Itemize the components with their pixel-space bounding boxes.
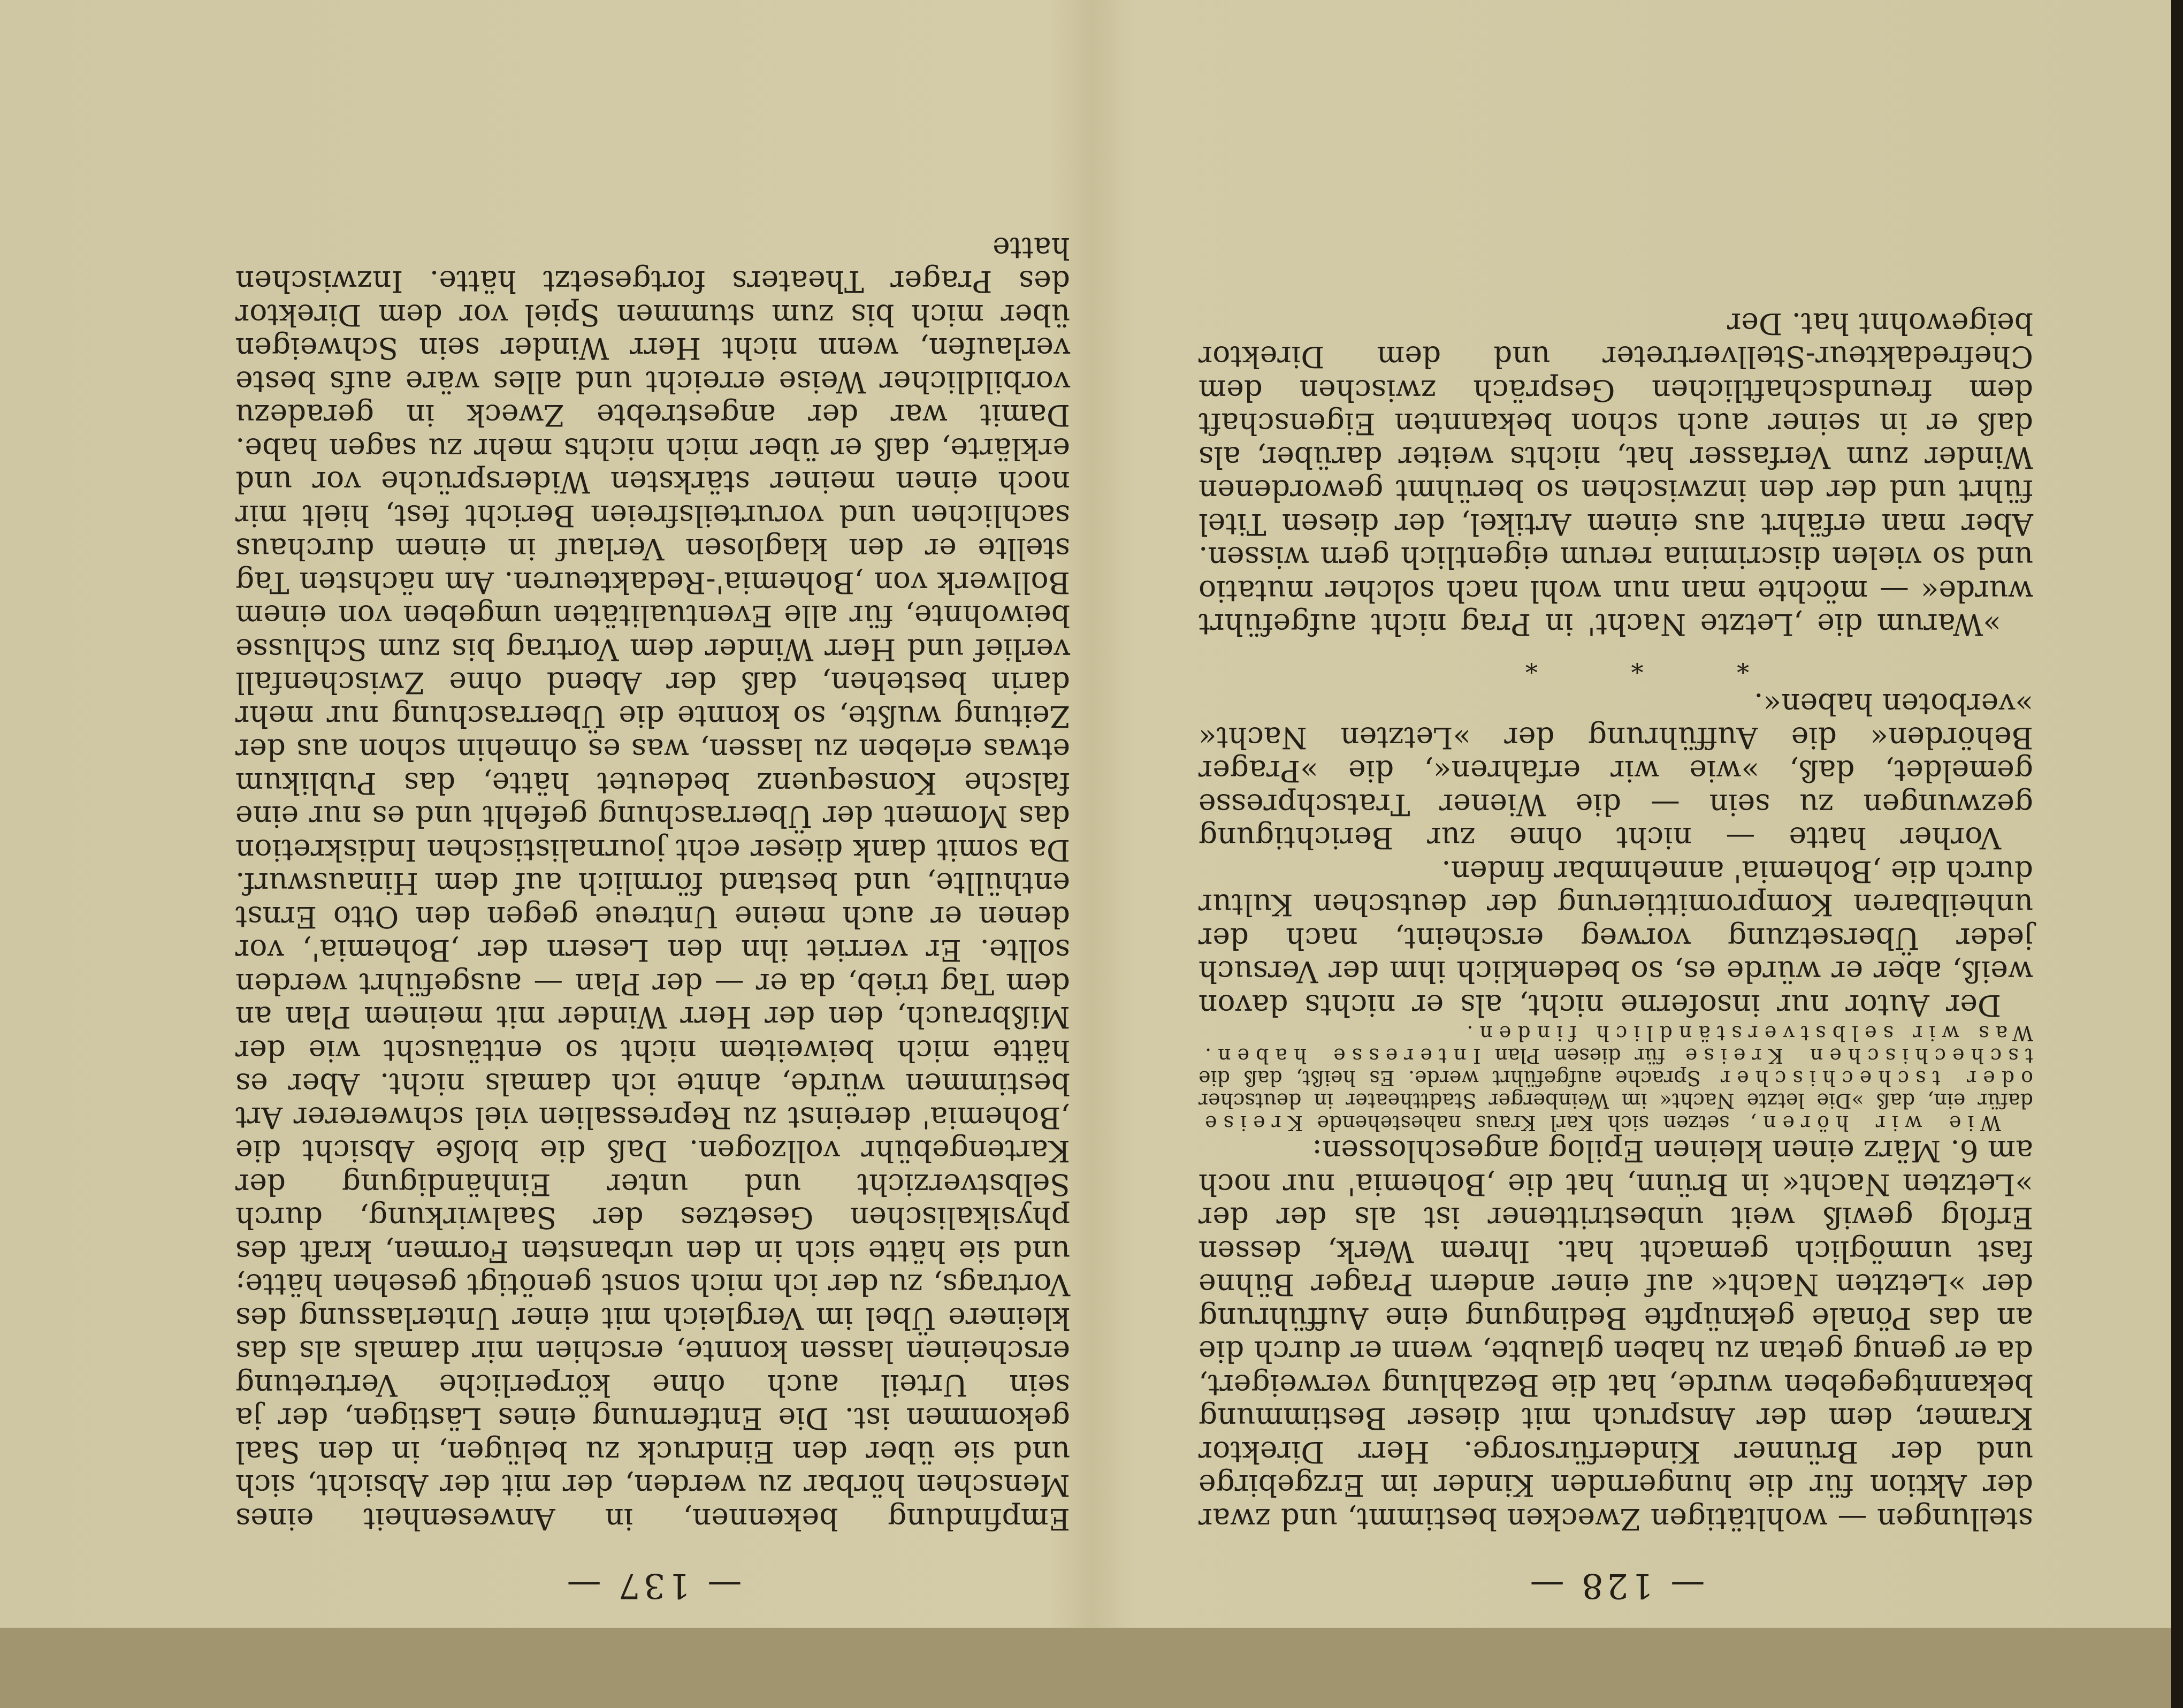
quoted-note bbox=[1199, 1022, 2033, 1134]
left-page bbox=[235, 230, 1070, 1653]
spaced-text: tschechischen Kreise bbox=[1678, 1044, 2033, 1068]
spaced-text: Wie wir hören, bbox=[1743, 1111, 2001, 1135]
note-text: Sprache aufgeführt werde. Es heißt, daß die bbox=[1199, 1066, 1701, 1090]
paragraph: stellungen — wohltätigen Zwecken bestimmt, und zwar der Aktion für die hungernden Kinder im Erzgebirge und der Brünner Kinderfürsorge. Herr Direktor Kramer, dem der Anspruch mit dieser Bestimmung bekanntgegeben wurde, hat die Bezahlung verweigert, da er genug getan zu haben glaubte, wenn er durch die an das Pönale geknüpfte Bedingung eine Aufführung der »Letzten Nacht« auf einer andern Prager Bühne fast unmöglich gemacht hat. Ihrem Werk, dessen Erfolg gewiß weit unbestrittener ist als der der »Letzten Nacht« in Brünn, hat die ‚Bohemia' nur noch am 6. März einen kleinen Epilog angeschlossen: bbox=[1199, 1134, 2033, 1536]
scan-border bbox=[2171, 0, 2183, 1708]
page-body bbox=[235, 232, 1070, 1536]
paragraph: Vorher hatte — nicht ohne zur Berichtigung gezwungen zu sein — die Wiener Tratschpresse gemeldet, daß, »wie wir erfahren«, die »Prager Behörden« die Aufführung der »Letzten Nacht« »verboten haben«. bbox=[1199, 687, 2033, 856]
note-text: setzen sich Karl Kraus nahestehende bbox=[1317, 1111, 1730, 1135]
spaced-text: Interesse haben. Was wir selbstverständlich finden. bbox=[1199, 1021, 2033, 1068]
page-number: — 137 — bbox=[563, 1566, 742, 1605]
page-number: — 128 — bbox=[1526, 1566, 1705, 1605]
paragraph: Empfindung bekennen, in Anwesenheit eines Menschen hörbar zu werden, der mit der Absicht, sich und sie über den Eindruck zu belügen, in den Saal gekommen ist. Die Entfernung eines Lästigen, der ja sein Urteil auch ohne körperliche Vertretung erscheinen lassen konnte, erschien mir damals als das kleinere Übel im Vergleich mit einer Unterlassung des Vortrags, zu der ich mich sonst genötigt gesehen hätte; und sie hätte sich in den urbansten Formen, kraft des physikalischen Gesetzes der Saalwirkung, durch Selbstverzicht und unter Einhändigung der Kartengebühr vollzogen. Daß die bloße Absicht die ‚Bohemia' dereinst zu Repressalien viel schwererer Art bestimmen würde, ahnte ich damals nicht. Aber es hätte mich beiweitem nicht so enttäuscht wie der Mißbrauch, den der Herr Winder mit meinem Plan an dem Tag trieb, da er — der Plan — ausgeführt werden sollte. Er verriet ihn den Lesern der ‚Bohemia', vor denen er auch meine Untreue gegen den Otto Ernst enthüllte, und bestand förmlich auf dem Hinauswurf. Da somit dank dieser echt journalistischen Indiskretion das Moment der Überraschung gefehlt und es nur eine falsche Konsequenz bedeutet hätte, das Publikum etwas erleben zu lassen, was es ohnehin schon aus der Zeitung wußte, so konnte die Überraschung nur mehr darin bestehen, daß der Abend ohne Zwischenfall verlief und Herr Winder dem Vortrag bis zum Schlusse beiwohnte, für alle Eventualitäten umgeben von einem Bollwerk von ‚Bohemia'-Redakteuren. Am nächsten Tag stellte er den klaglosen Verlauf in einem durchaus sachlichen und vorurteilsfreien Bericht fest, hielt mir noch einen meiner stärksten Widersprüche vor und erklärte, daß er über mich nichts mehr zu sagen habe. Damit war der angestrebte Zweck in geradezu vorbildlicher Weise erreicht und alles wäre aufs beste verlaufen, wenn nicht Herr Winder sein Schweigen über mich bis zum stummen Spiel vor dem Direktor des Prager Theaters fortgesetzt hätte. Inzwischen hatte bbox=[235, 231, 1070, 1536]
spaced-text: Kreise bbox=[1199, 1111, 1303, 1135]
note-text: dafür ein, daß »Die letzte Nacht« im Weinberger Stadttheater in deutscher bbox=[1199, 1089, 2033, 1112]
paragraph: Der Autor nur insoferne nicht, als er nichts davon weiß, aber er würde es, so bedenklich ihm der Versuch jeder Übersetzung vorweg erscheint, nach der unheilbaren Kompromittierung der deutschen Kultur durch die ‚Bohemia' annehmbar finden. bbox=[1199, 855, 2033, 1023]
right-page bbox=[1199, 230, 2033, 1653]
note-text: für diesen Plan bbox=[1494, 1044, 1666, 1068]
section-divider: * * * bbox=[1482, 650, 1750, 679]
spaced-text: oder tschechischer bbox=[1714, 1066, 2033, 1090]
paragraph: »Warum die ‚Letzte Nacht' in Prag nicht aufgeführt wurde« — möchte man nun wohl nach solcher mutatio und so vielen discrimina rerum eigentlich gern wissen. Aber man erfährt aus einem Artikel, der diesen Titel führt und der den inzwischen so berühmt gewordenen Winder zum Verfasser hat, nichts weiter darüber, als daß er in seiner auch schon bekannten Eigenschaft dem freundschaftlichen Gespräch zwischen dem Chefredakteur-Stellvertreter und dem Direktor beigewohnt hat. Der bbox=[1199, 307, 2033, 642]
page-body bbox=[1199, 307, 2033, 1536]
